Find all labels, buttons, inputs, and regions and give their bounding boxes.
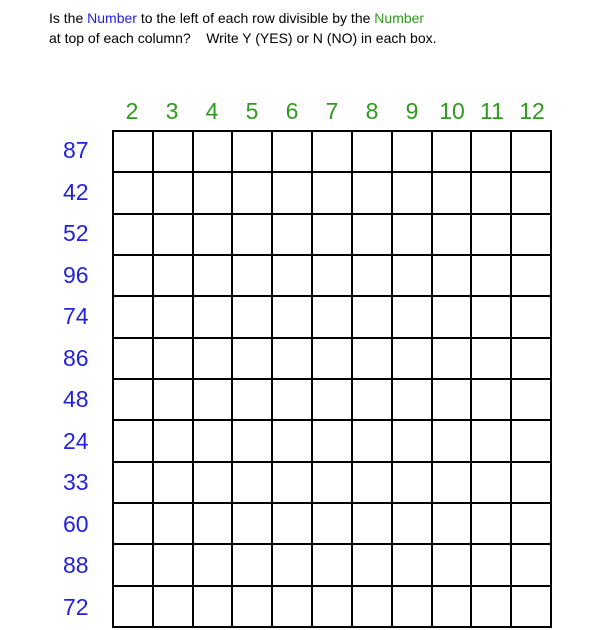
answer-box[interactable] [313,463,353,504]
answer-box[interactable] [114,132,154,173]
answer-box[interactable] [433,215,473,256]
column-header: 10 [439,98,465,124]
row-header: 87 [63,137,89,163]
answer-box[interactable] [233,587,273,628]
answer-box[interactable] [353,215,393,256]
answer-box[interactable] [194,587,234,628]
row-header: 24 [63,427,89,454]
answer-box[interactable] [114,545,154,586]
answer-box[interactable] [273,421,313,462]
answer-box[interactable] [194,256,234,297]
column-header: 9 [405,98,419,124]
answer-box[interactable] [273,297,313,338]
answer-box[interactable] [393,463,433,504]
answer-box[interactable] [273,463,313,504]
answer-box[interactable] [233,173,273,214]
row-header: 42 [63,178,89,205]
answer-box[interactable] [154,463,194,504]
answer-box[interactable] [433,545,473,586]
answer-box[interactable] [233,256,273,297]
answer-box[interactable] [154,297,194,338]
answer-box[interactable] [512,504,552,545]
answer-box[interactable] [353,380,393,421]
answer-box[interactable] [194,339,234,380]
answer-box[interactable] [393,545,433,586]
answer-box[interactable] [393,173,433,214]
answer-box[interactable] [472,545,512,586]
answer-box[interactable] [512,380,552,421]
answer-box[interactable] [114,587,154,628]
answer-box[interactable] [114,339,154,380]
answer-box[interactable] [313,545,353,586]
answer-box[interactable] [433,173,473,214]
answer-box[interactable] [393,215,433,256]
answer-box[interactable] [512,463,552,504]
answer-box[interactable] [114,421,154,462]
answer-box[interactable] [353,587,393,628]
answer-box[interactable] [313,132,353,173]
answer-box[interactable] [313,587,353,628]
column-header: 12 [519,98,545,124]
row-header: 74 [63,303,89,329]
answer-box[interactable] [512,215,552,256]
answer-box[interactable] [154,132,194,173]
answer-box[interactable] [472,297,512,338]
answer-box[interactable] [433,339,473,380]
answer-box[interactable] [273,545,313,586]
answer-box[interactable] [194,421,234,462]
answer-box[interactable] [472,132,512,173]
answer-box[interactable] [273,256,313,297]
answer-box[interactable] [393,421,433,462]
answer-box[interactable] [194,545,234,586]
answer-box[interactable] [273,173,313,214]
answer-box[interactable] [114,380,154,421]
answer-box[interactable] [472,215,512,256]
answer-box[interactable] [393,132,433,173]
row-header: 88 [63,552,89,578]
column-number-term: Number [374,10,425,26]
answer-box[interactable] [194,504,234,545]
answer-box[interactable] [233,339,273,380]
answer-box[interactable] [313,421,353,462]
answer-box[interactable] [353,339,393,380]
answer-box[interactable] [433,132,473,173]
answer-box[interactable] [433,421,473,462]
answer-box[interactable] [194,215,234,256]
answer-box[interactable] [194,380,234,421]
answer-box[interactable] [233,132,273,173]
row-headers [50,130,110,628]
answer-box[interactable] [512,132,552,173]
column-header: 7 [325,98,339,124]
answer-box[interactable] [194,297,234,338]
answer-box[interactable] [313,215,353,256]
answer-box[interactable] [393,587,433,628]
answer-box[interactable] [313,256,353,297]
answer-box[interactable] [114,297,154,338]
row-header: 96 [63,261,89,288]
answer-box[interactable] [393,504,433,545]
answer-box[interactable] [393,256,433,297]
answer-box[interactable] [433,463,473,504]
answer-box[interactable] [512,256,552,297]
instructions-prefix: Is the [49,10,88,26]
column-header: 6 [285,98,299,124]
column-header: 3 [165,98,179,124]
column-header: 8 [365,98,379,124]
answer-box[interactable] [433,587,473,628]
answer-box[interactable] [194,463,234,504]
answer-box[interactable] [472,463,512,504]
answer-box[interactable] [393,380,433,421]
answer-box[interactable] [313,380,353,421]
answer-box[interactable] [233,215,273,256]
answer-box[interactable] [512,421,552,462]
answer-box[interactable] [353,463,393,504]
answer-box[interactable] [512,173,552,214]
answer-box[interactable] [233,545,273,586]
answer-box[interactable] [472,256,512,297]
answer-box[interactable] [154,215,194,256]
answer-box[interactable] [472,587,512,628]
answer-box[interactable] [393,339,433,380]
answer-box[interactable] [433,256,473,297]
answer-box[interactable] [433,380,473,421]
answer-grid [112,130,552,628]
answer-box[interactable] [154,504,194,545]
row-header: 48 [63,386,89,412]
answer-box[interactable] [194,173,234,214]
answer-box[interactable] [114,215,154,256]
answer-box[interactable] [233,297,273,338]
row-header: 72 [63,593,89,620]
answer-box[interactable] [233,463,273,504]
answer-box[interactable] [273,587,313,628]
answer-box[interactable] [512,587,552,628]
answer-box[interactable] [273,215,313,256]
answer-box[interactable] [512,297,552,338]
instructions-line-2: at top of each column? Write Y (YES) or N (NO) in each box. [49,30,437,46]
answer-box[interactable] [313,173,353,214]
answer-box[interactable] [154,256,194,297]
answer-box[interactable] [233,380,273,421]
answer-box[interactable] [393,297,433,338]
answer-box[interactable] [273,132,313,173]
answer-box[interactable] [313,504,353,545]
answer-box[interactable] [154,545,194,586]
row-header: 60 [63,510,89,537]
answer-box[interactable] [233,421,273,462]
answer-box[interactable] [472,504,512,545]
column-header: 5 [245,98,259,124]
answer-box[interactable] [154,173,194,214]
instructions-line-1 [49,8,589,28]
answer-box[interactable] [313,297,353,338]
answer-box[interactable] [114,463,154,504]
answer-box[interactable] [512,545,552,586]
answer-box[interactable] [114,173,154,214]
answer-box[interactable] [273,504,313,545]
answer-box[interactable] [154,380,194,421]
answer-box[interactable] [433,504,473,545]
column-header: 2 [125,98,139,124]
row-header: 86 [63,344,89,371]
answer-box[interactable] [472,421,512,462]
answer-box[interactable] [114,504,154,545]
answer-box[interactable] [194,132,234,173]
answer-box[interactable] [353,173,393,214]
answer-box[interactable] [154,587,194,628]
row-header: 33 [63,469,89,495]
answer-box[interactable] [353,256,393,297]
answer-box[interactable] [353,545,393,586]
answer-box[interactable] [313,339,353,380]
instructions-middle: to the left of each row divisible by the [136,10,375,26]
answer-box[interactable] [353,297,393,338]
answer-box[interactable] [233,504,273,545]
answer-box[interactable] [472,339,512,380]
answer-box[interactable] [114,256,154,297]
row-number-term: Number [87,10,137,26]
answer-box[interactable] [353,132,393,173]
column-headers [112,96,552,126]
answer-box[interactable] [273,339,313,380]
answer-box[interactable] [154,339,194,380]
answer-box[interactable] [353,504,393,545]
answer-box[interactable] [154,421,194,462]
column-header: 11 [480,98,504,124]
answer-box[interactable] [433,297,473,338]
answer-box[interactable] [273,380,313,421]
instructions [49,8,589,48]
row-header: 52 [63,220,89,246]
answer-box[interactable] [472,380,512,421]
column-header: 4 [205,98,219,124]
answer-box[interactable] [512,339,552,380]
answer-box[interactable] [472,173,512,214]
answer-box[interactable] [353,421,393,462]
